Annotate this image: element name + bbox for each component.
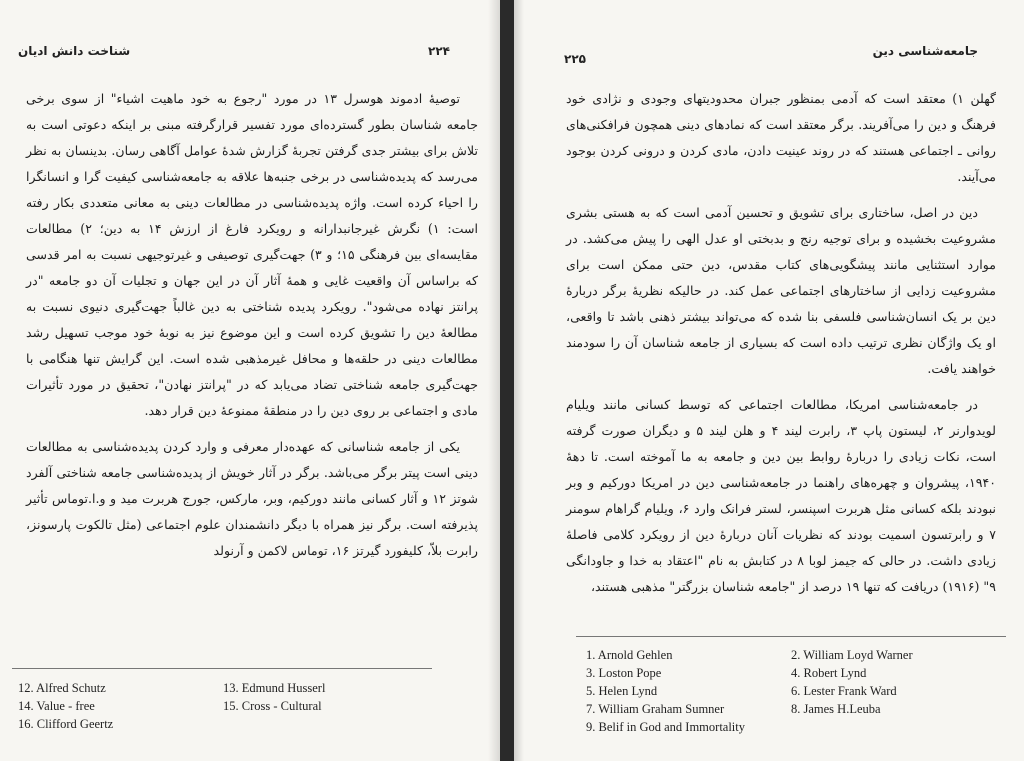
left-page-title: شناخت دانش ادیان [18,44,131,58]
footnote: 13. Edmund Husserl [223,681,326,695]
right-body-text [566,86,996,600]
paragraph: در جامعه‌شناسی امریکا، مطالعات اجتماعی که توسط کسانی مانند ویلیام لویدوارنر ۲، لیستون پاپ ۳، رابرت لیند ۴ و هلن لیند ۵ و دیگران صورت گرفته است، نکات زیادی را دربارهٔ روابط بین دین و جامعه به ما آموخته است. تا دههٔ ۱۹۴۰، پیشروان و چهره‌های راهنما در جامعه‌شناسی دین در امریکا دورکیم و وبر نبودند بلکه کسانی مثل هربرت اسپنسر، لستر فرانک وارد ۶، ویلیام گراهام سومنر ۷ و رابرتسون اسمیت بودند که نظریات آنان دربارهٔ دین از رویکرد کلامی فاصلهٔ زیادی داشت. در حالی که جیمز لوبا ۸ در کتابش به نام "اعتقاد به خدا و جاودانگی ۹" (۱۹۱۶) دریافت که تنها ۱۹ درصد از "جامعه شناسان بزرگتر" مذهبی هستند، [566,397,997,594]
gutter-shadow [514,0,524,761]
footnote: 8. James H.Leuba [791,702,881,716]
right-page-number: ۲۲۵ [564,52,586,66]
paragraph: توصیهٔ ادموند هوسرل ۱۳ در مورد "رجوع به خود ماهیت اشیاء" از سوی برخی جامعه شناسان بطور گسترده‌ای مورد تفسیر قرارگرفته مبنی بر اینکه دعوتی است به تلاش برای بیشتر جدی گرفتن تجربهٔ گزارش شدهٔ عوامل آگاهی رسان. بدینسان به نظر می‌رسد که پدیده‌شناسی در برخی جنبه‌ها علاقه به جامعه‌شناسی کیفیت گرا و انسانگرا را احیاء کرده است. واژه پدیده‌شناسی در مطالعات دینی به معانی متعددی بکار رفته است: ۱) نگرش غیرجانبدارانه و رویکرد فارغ از ارزش ۱۴ به دین؛ ۲) مطالعات مقایسه‌ای بین فرهنگی ۱۵؛ و ۳) جهت‌گیری توصیفی و غیرتوجیهی نسبت به امر قدسی که براساس آن واقعیت غایی و همهٔ آثار آن در این جهان و تجلیات آن دو جامعه "در پرانتز نهاده می‌شود". رویکرد پدیده شناختی به دین غالباً جهت‌گیری دنیوی نسبت به مطالعهٔ دین را تشویق کرده است و این موضوع نیز به نوبهٔ خود موجب تسهیل رشد مطالعات دینی در حلقه‌ها و محافل غیرمذهبی شده است. این گرایش تنها هنگامی با جهت‌گیری جامعه شناختی تضاد می‌یابد که در "پرانتز نهادن"، تحقیق در مورد تأثیرات مادی و اجتماعی بر روی دین را در منطقهٔ ممنوعهٔ دین قرار دهد. [26,91,478,418]
footnote: 16. Clifford Geertz [18,717,114,731]
footnote: 1. Arnold Gehlen [586,648,673,662]
left-body-text [26,86,478,564]
right-page [514,0,1024,761]
footnote-rule [12,668,432,669]
footnote: 2. William Loyd Warner [791,648,913,662]
footnote: 14. Value - free [18,699,95,713]
paragraph: دین در اصل، ساختاری برای تشویق و تحسین آدمی است که به هستی بشری مشروعیت بخشیده و برای توجیه رنج و بدبختی او عدل الهی را پیش می‌کشد. در موارد استثنایی مانند پیشگویی‌های کتاب مقدس، دین حتی ممکن است برای مشروعیت زدایی از ساختارهای اجتماعی عمل کند. در حالیکه نظریهٔ برگر دربارهٔ دین بر یک انسان‌شناسی فلسفی بنا شده که می‌تواند بیشتر ذهنی باشد تا واقعی، او یک واژگان نظری ترتیب داده است که بسیاری از جامعه شناسان آن را سودمند خواهند یافت. [566,205,996,376]
footnote: 7. William Graham Sumner [586,702,725,716]
footnote: 6. Lester Frank Ward [791,684,897,698]
footnote: 3. Loston Pope [586,666,662,680]
footnote: 15. Cross - Cultural [223,699,322,713]
footnote: 9. Belif in God and Immortality [586,720,746,734]
footnote: 4. Robert Lynd [791,666,867,680]
footnote: 5. Helen Lynd [586,684,658,698]
left-page [0,0,500,761]
left-page-number: ۲۲۴ [428,44,450,58]
right-page-title: جامعه‌شناسی دین [872,44,978,58]
paragraph: یکی از جامعه شناسانی که عهده‌دار معرفی و وارد کردن پدیده‌شناسی به مطالعات دینی است پیتر برگر می‌باشد. برگر در آثار خویش از پدیده‌شناسی جامعه شناختی آلفرد شوتز ۱۲ و آثار کسانی مانند دورکیم، وبر، مارکس، جورج هربرت مید و و.ا.توماس تأثیر پذیرفته است. برگر نیز همراه با دیگر دانشمندان علوم اجتماعی (مثل تالکوت پارسونز، رابرت بلاّ، کلیفورد گیرتز ۱۶، توماس لاکمن و آرنولد [26,439,479,558]
footnote: 12. Alfred Schutz [18,681,106,695]
gutter-shadow [488,0,500,761]
footnote-rule [576,636,1006,637]
left-footnotes [18,679,438,733]
paragraph: گهلن ۱) معتقد است که آدمی بمنظور جبران محدودیتهای وجودی و نژادی خود فرهنگ و دین را می‌آفریند. برگر معتقد است که نمادهای دینی همچون فرافکنی‌های روانی ـ اجتماعی هستند که در روند عینیت دادن، مادی کردن و درونی کردن بوجود می‌آیند. [566,91,996,184]
right-footnotes [586,646,986,736]
